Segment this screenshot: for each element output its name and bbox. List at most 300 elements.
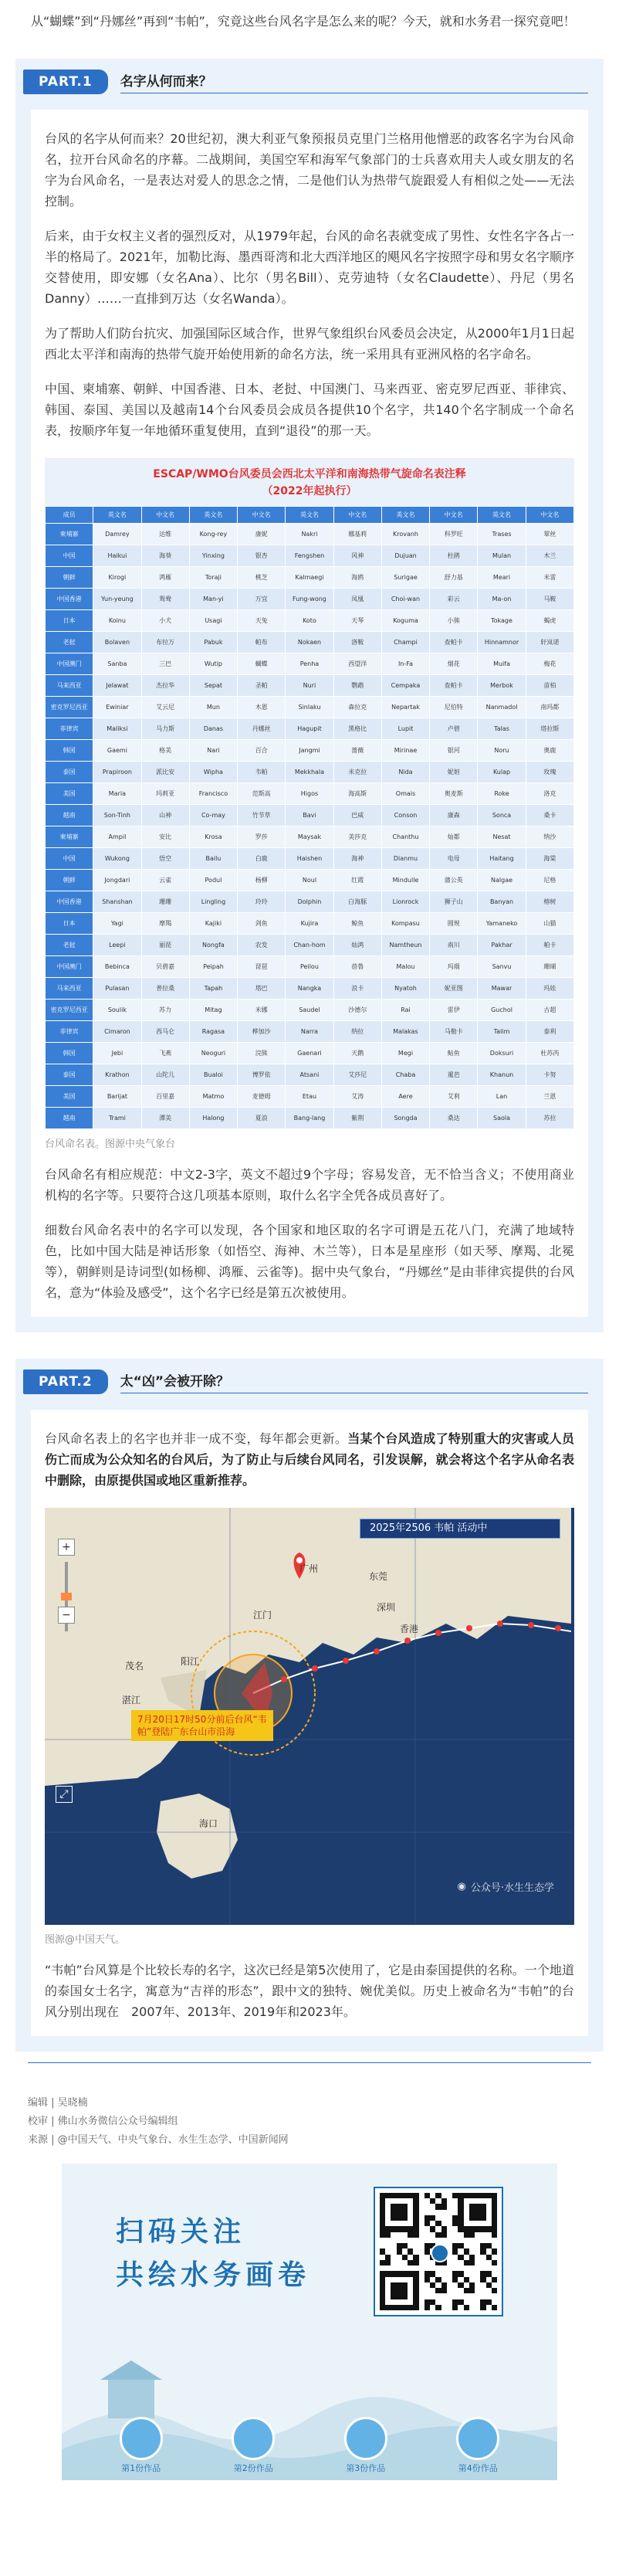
table-name-cell: Mirinae <box>381 740 429 762</box>
table-name-cell: Mulan <box>478 545 526 567</box>
typhoon-name-table <box>45 506 574 1129</box>
table-member-cell: 柬埔寨 <box>46 826 93 848</box>
table-name-cell: 舒力基 <box>430 567 478 589</box>
table-title-line-1: ESCAP/WMO台风委员会西北太平洋和南海热带气旋命名表注释 <box>153 468 466 480</box>
table-name-cell: Wutip <box>189 653 237 675</box>
table-name-cell: Roke <box>478 783 526 805</box>
table-name-cell: 木恩 <box>238 697 286 718</box>
table-name-cell: 艾利 <box>430 1086 478 1108</box>
table-member-cell: 密克罗尼西亚 <box>46 697 93 718</box>
table-name-cell: 米克拉 <box>333 762 381 783</box>
table-name-cell: Chaba <box>381 1064 429 1086</box>
map-label-dongguan: 东莞 <box>369 1571 388 1582</box>
table-row <box>46 653 574 675</box>
table-name-cell: 格美 <box>141 740 189 762</box>
table-name-cell: Peilou <box>286 956 333 978</box>
table-name-cell: Lupit <box>381 718 429 740</box>
table-name-cell: Chanthu <box>381 826 429 848</box>
table-name-cell: Choi-wan <box>381 589 429 610</box>
table-name-cell: Krosa <box>189 826 237 848</box>
table-name-cell: 摩羯 <box>141 913 189 935</box>
table-name-cell: Etau <box>286 1086 333 1108</box>
table-header-cell: 成员 <box>46 507 93 524</box>
mascot-tag: 第3份作品 <box>346 2463 386 2473</box>
table-name-cell: Yun-yeung <box>93 589 141 610</box>
table-name-cell: 苏力 <box>141 1000 189 1021</box>
part1-paragraph-1: 台风的名字从何而来？20世纪初，澳大利亚气象预报员克里门兰格用他憎恶的政客名字为台风命名，拉开台风命名的序幕。二战期间，美国空军和海军气象部门的士兵喜欢用夫人或女朋友的名字为台风命名，一是表达对爱人的思念之情，二是他们认为热带气旋跟爱人有相似之处——无法控制。 <box>45 131 574 209</box>
table-name-cell: 海棠 <box>526 848 573 870</box>
table-name-cell: 洛克 <box>526 783 573 805</box>
table-header-cell: 中文名 <box>333 507 381 524</box>
table-name-cell: Jebi <box>93 1043 141 1064</box>
table-name-cell: 狮子山 <box>430 891 478 913</box>
table-name-cell: Penha <box>286 653 333 675</box>
table-name-cell: Megi <box>381 1043 429 1064</box>
table-name-cell: 卡努 <box>526 1064 573 1086</box>
table-name-cell: 翠丝 <box>526 524 573 545</box>
table-name-cell: Lingling <box>189 891 237 913</box>
table-name-cell: Maysak <box>286 826 333 848</box>
table-name-cell: Malakas <box>381 1021 429 1043</box>
table-name-cell: Malou <box>381 956 429 978</box>
table-name-cell: Noul <box>286 870 333 891</box>
table-name-cell: Neoguri <box>189 1043 237 1064</box>
table-row <box>46 524 574 545</box>
table-member-cell: 中国澳门 <box>46 956 93 978</box>
part1-paragraph-4: 中国、柬埔寨、朝鲜、中国香港、日本、老挝、中国澳门、马来西亚、密克罗尼西亚、菲律宾、韩国、泰国、美国以及越南14个台风委员会成员各提供10个名字，共140个名字制成一个命名表，按顺序年复一年地循环重复使用，直到“退役”的那一天。 <box>45 382 574 438</box>
zoom-slider-handle[interactable] <box>61 1593 72 1600</box>
watermark-text: 公众号·水生生态学 <box>470 1882 554 1894</box>
map-label-haikou: 海口 <box>199 1818 218 1829</box>
qr-slogan <box>116 2210 310 2296</box>
table-name-cell: Muifa <box>478 653 526 675</box>
table-name-cell: 榕树 <box>526 891 573 913</box>
table-name-cell: 康森 <box>430 805 478 826</box>
table-name-cell: Damrey <box>93 524 141 545</box>
table-name-cell: 玲玲 <box>238 891 286 913</box>
table-name-cell: 飞燕 <box>141 1043 189 1064</box>
table-member-cell: 中国香港 <box>46 589 93 610</box>
part2-section <box>15 1359 604 2052</box>
table-name-cell: Nyatoh <box>381 978 429 1000</box>
table-name-cell: Songda <box>381 1108 429 1129</box>
map-label-maoming: 茂名 <box>125 1661 144 1672</box>
table-name-cell: Chan-hom <box>286 935 333 956</box>
table-name-cell: Trami <box>93 1108 141 1129</box>
table-member-cell: 韩国 <box>46 1043 93 1064</box>
landfall-callout: 7月20日17时50分前后台风“韦帕”登陆广东台山市沿海 <box>131 1710 273 1741</box>
table-name-cell: 洛鞍 <box>333 632 381 653</box>
part2-paragraph-1 <box>45 1428 574 1491</box>
table-row <box>46 870 574 891</box>
table-name-cell: 马力斯 <box>141 718 189 740</box>
table-row <box>46 783 574 805</box>
table-name-cell: Conson <box>381 805 429 826</box>
table-name-cell: Dianmu <box>381 848 429 870</box>
table-name-cell: Ewiniar <box>93 697 141 718</box>
part2-paragraph-1-bold: 当某个台风造成了特别重大的灾害或人员伤亡而成为公众知名的台风后，为了防止与后续台风同名，引发误解，就会将这个名字从命名表中删除，由原提供国或地区重新推荐。 <box>45 1431 574 1488</box>
table-name-cell: Sonca <box>478 805 526 826</box>
table-name-cell: 天兔 <box>238 610 286 632</box>
table-name-cell: 尼伯特 <box>430 697 478 718</box>
table-name-cell: Atsani <box>286 1064 333 1086</box>
table-name-cell: Kong-rey <box>189 524 237 545</box>
table-name-cell: 玫瑰 <box>526 762 573 783</box>
map-label-jiangmen: 江门 <box>253 1610 272 1621</box>
table-name-cell: Nesat <box>478 826 526 848</box>
table-name-cell: Krovanh <box>381 524 429 545</box>
table-name-cell: 桑达 <box>430 1108 478 1129</box>
table-name-cell: 丽琵 <box>141 935 189 956</box>
table-name-cell: Sanba <box>93 653 141 675</box>
table-name-cell: 奥鹿 <box>526 740 573 762</box>
qr-slogan-line-1: 扫码关注 <box>116 2215 246 2248</box>
table-name-cell: 黑格比 <box>333 718 381 740</box>
table-name-cell: Usagi <box>189 610 237 632</box>
table-name-cell: 蝴蝶 <box>238 653 286 675</box>
table-name-cell: 万宜 <box>238 589 286 610</box>
table-name-cell: Pulasan <box>93 978 141 1000</box>
table-name-cell: 达维 <box>141 524 189 545</box>
table-name-cell: Kalmaegi <box>286 567 333 589</box>
table-name-cell: Soulik <box>93 1000 141 1021</box>
table-name-cell: 塔巴 <box>238 978 286 1000</box>
table-name-cell: 银杏 <box>238 545 286 567</box>
table-name-cell: Shanshan <box>93 891 141 913</box>
table-name-cell: 风神 <box>333 545 381 567</box>
table-name-cell: 轩岚诺 <box>526 632 573 653</box>
table-name-cell: 珊瑚 <box>526 956 573 978</box>
table-name-cell: 塔拉斯 <box>526 718 573 740</box>
table-row <box>46 675 574 697</box>
mascot-row <box>62 2411 557 2480</box>
table-name-cell: Prapiroon <box>93 762 141 783</box>
table-name-cell: 剑鱼 <box>238 913 286 935</box>
table-row <box>46 1043 574 1064</box>
table-name-cell: 农发 <box>238 935 286 956</box>
part2-title: 太“凶”会被开除？ <box>120 1374 230 1390</box>
table-member-cell: 老挝 <box>46 935 93 956</box>
mascot-tag: 第4份作品 <box>458 2463 498 2473</box>
table-name-cell: Wukong <box>93 848 141 870</box>
table-name-cell: 杰拉华 <box>141 675 189 697</box>
table-name-cell: 罗莎 <box>238 826 286 848</box>
table-member-cell: 中国 <box>46 848 93 870</box>
table-name-cell: Kirogi <box>93 567 141 589</box>
table-row <box>46 1108 574 1129</box>
table-row <box>46 718 574 740</box>
table-name-cell: 帕卡 <box>526 935 573 956</box>
table-member-cell: 韩国 <box>46 740 93 762</box>
table-name-cell: Meari <box>478 567 526 589</box>
mascot-icon <box>344 2417 387 2460</box>
table-name-cell: 浪卡 <box>333 978 381 1000</box>
mascot-tag: 第1份作品 <box>121 2463 161 2473</box>
table-name-cell: 红霞 <box>333 870 381 891</box>
table-name-cell: Co-may <box>189 805 237 826</box>
table-row <box>46 545 574 567</box>
table-name-cell: 梅花 <box>526 653 573 675</box>
table-name-cell: 纳沙 <box>526 826 573 848</box>
table-name-cell: 彩云 <box>430 589 478 610</box>
table-name-cell: 兰恩 <box>526 1086 573 1108</box>
table-name-cell: Maria <box>93 783 141 805</box>
table-name-cell: Saola <box>478 1108 526 1129</box>
table-member-cell: 日本 <box>46 913 93 935</box>
table-name-cell: 布拉万 <box>141 632 189 653</box>
table-caption: 台风命名表。图源中央气象台 <box>45 1139 176 1150</box>
table-name-cell: Francisco <box>189 783 237 805</box>
table-name-cell: 米雷 <box>526 567 573 589</box>
table-name-cell: Kajiki <box>189 913 237 935</box>
qr-code[interactable] <box>374 2187 503 2316</box>
credit-source: 来源 | @中国天气、中央气象台、水生生态学、中国新闻网 <box>28 2134 289 2146</box>
table-row <box>46 1086 574 1108</box>
table-name-cell: 云雀 <box>141 870 189 891</box>
table-name-cell: Surigae <box>381 567 429 589</box>
table-name-cell: Bailu <box>189 848 237 870</box>
table-name-cell: 三巴 <box>141 653 189 675</box>
table-name-cell: Aere <box>381 1086 429 1108</box>
table-member-cell: 马来西亚 <box>46 675 93 697</box>
table-name-cell: Narra <box>286 1021 333 1043</box>
table-name-cell: Doksuri <box>478 1043 526 1064</box>
table-row <box>46 826 574 848</box>
mascot-tag: 第2份作品 <box>233 2463 273 2473</box>
table-name-cell: Higos <box>286 783 333 805</box>
table-name-cell: 雷伊 <box>430 1000 478 1021</box>
table-name-cell: 奥麦斯 <box>430 783 478 805</box>
table-row <box>46 610 574 632</box>
table-member-cell: 朝鲜 <box>46 870 93 891</box>
table-name-cell: Koguma <box>381 610 429 632</box>
table-name-cell: Mindulle <box>381 870 429 891</box>
table-name-cell: Jangmi <box>286 740 333 762</box>
table-name-cell: Noru <box>478 740 526 762</box>
table-name-cell: Fengshen <box>286 545 333 567</box>
table-name-cell: 百里嘉 <box>141 1086 189 1108</box>
table-name-cell: 海神 <box>333 848 381 870</box>
table-header-row <box>46 507 574 524</box>
zoom-in-button[interactable]: + <box>58 1539 75 1556</box>
table-name-cell: In-Fa <box>381 653 429 675</box>
table-title-line-2: （2022年起执行） <box>262 485 357 497</box>
table-row <box>46 913 574 935</box>
table-name-cell: 灿鸿 <box>333 935 381 956</box>
table-name-cell: 桃芝 <box>238 567 286 589</box>
table-header-cell: 中文名 <box>238 507 286 524</box>
table-name-cell: 派比安 <box>141 762 189 783</box>
table-name-cell: Kulap <box>478 762 526 783</box>
table-name-cell: 暹芭 <box>430 1064 478 1086</box>
table-name-cell: 海葵 <box>141 545 189 567</box>
table-name-cell: 杨柳 <box>238 870 286 891</box>
table-name-cell: Nepartak <box>381 697 429 718</box>
table-name-cell: Ragasa <box>189 1021 237 1043</box>
table-name-cell: Ma-on <box>478 589 526 610</box>
map-watermark <box>458 1879 554 1894</box>
table-name-cell: Jelawat <box>93 675 141 697</box>
table-name-cell: Nalgae <box>478 870 526 891</box>
table-name-cell: Leepi <box>93 935 141 956</box>
table-name-cell: 纳拉 <box>333 1021 381 1043</box>
part2-header <box>15 1359 604 1402</box>
table-name-cell: Jongdari <box>93 870 141 891</box>
table-name-cell: Nari <box>189 740 237 762</box>
table-name-cell: 山陀儿 <box>141 1064 189 1086</box>
zoom-out-button[interactable]: − <box>58 1607 75 1624</box>
table-name-cell: 圆规 <box>430 913 478 935</box>
table-name-cell: Lan <box>478 1086 526 1108</box>
table-row <box>46 762 574 783</box>
mascot-3 <box>344 2417 387 2474</box>
table-name-cell: 琵琶 <box>238 956 286 978</box>
table-row <box>46 1064 574 1086</box>
table-name-cell: Nida <box>381 762 429 783</box>
table-name-cell: 蝎虎 <box>526 610 573 632</box>
table-name-cell: 丹娜丝 <box>238 718 286 740</box>
table-name-cell: 科罗旺 <box>430 524 478 545</box>
table-name-cell: Rai <box>381 1000 429 1021</box>
mascot-icon <box>456 2417 499 2460</box>
table-name-cell: Cimaron <box>93 1021 141 1043</box>
map-label-hongkong: 香港 <box>400 1624 419 1634</box>
table-name-cell: Pabuk <box>189 632 237 653</box>
table-name-cell: Lionrock <box>381 891 429 913</box>
typhoon-track-map[interactable] <box>45 1508 574 1925</box>
table-name-cell: 天琴 <box>333 610 381 632</box>
table-row <box>46 805 574 826</box>
typhoon-status-text: 2025年2506 韦帕 活动中 <box>370 1522 488 1534</box>
typhoon-status-banner <box>360 1519 560 1539</box>
table-name-cell: 西望洋 <box>333 653 381 675</box>
table-name-cell: 妮妲 <box>430 762 478 783</box>
table-header-cell: 英文名 <box>478 507 526 524</box>
table-name-cell: 蔷薇 <box>333 740 381 762</box>
intro-paragraph: 从“蝴蝶”到“丹娜丝”再到“韦帕”，究竟这些台风名字是怎么来的呢？今天，就和水务君一探究竟吧！ <box>31 14 576 29</box>
table-name-cell: Bebinca <box>93 956 141 978</box>
table-name-cell: 白海豚 <box>333 891 381 913</box>
part2-card <box>31 1410 588 2036</box>
table-name-cell: 博罗依 <box>238 1064 286 1086</box>
part1-paragraph-6: 细数台风命名表中的名字可以发现，各个国家和地区取的名字可谓是五花八门，充满了地域特色，比如中国大陆是神话形象（如悟空、海神、木兰等），日本是星座形（如天琴、摩羯、北冕等），朝鲜则是诗词型(如杨柳、鸿雁、云雀等)。据中央气象台，“丹娜丝”是由菲律宾提供的台风名，意为“体验及感受”，这个名字已经是第五次被使用。 <box>45 1223 574 1300</box>
table-name-cell: Nangka <box>286 978 333 1000</box>
table-name-cell: Peipah <box>189 956 237 978</box>
table-name-cell: 蓓鲁 <box>333 956 381 978</box>
table-name-cell: Tapah <box>189 978 237 1000</box>
part1-section <box>15 59 604 1332</box>
table-header-cell: 英文名 <box>381 507 429 524</box>
table-member-cell: 菲律宾 <box>46 718 93 740</box>
table-name-cell: Omais <box>381 783 429 805</box>
table-name-cell: 木兰 <box>526 545 573 567</box>
table-name-cell: Son-Tinh <box>93 805 141 826</box>
table-name-cell: 泰利 <box>526 1021 573 1043</box>
table-row <box>46 956 574 978</box>
table-name-cell: 美莎克 <box>333 826 381 848</box>
table-name-cell: Gaemi <box>93 740 141 762</box>
table-name-cell: Podul <box>189 870 237 891</box>
table-row <box>46 935 574 956</box>
table-row <box>46 891 574 913</box>
fullscreen-icon[interactable]: ⤢ <box>56 1786 73 1803</box>
part2-paragraph-2: “韦帕”台风算是个比较长寿的名字，这次已经是第5次使用了，它是由泰国提供的名称。一个地道的泰国女士名字，寓意为“吉祥的形态”，跟中文的独特、婉优美似。历史上被命名为“韦帕”的台风分别出现在 2007年、2013年、2019年和2023年。 <box>45 1963 574 2019</box>
credit-editor: 编辑 | 吴晓楠 <box>28 2097 88 2109</box>
table-name-cell: 银河 <box>430 740 478 762</box>
table-name-cell: Nongfa <box>189 935 237 956</box>
table-name-cell: 帕布 <box>238 632 286 653</box>
table-name-cell: 查帕卡 <box>430 675 478 697</box>
table-name-cell: Dujuan <box>381 545 429 567</box>
mascot-icon <box>120 2417 163 2460</box>
table-name-cell: 巴威 <box>333 805 381 826</box>
table-member-cell: 美国 <box>46 1086 93 1108</box>
part1-paragraph-5: 台风命名有相应规范：中文2-3字，英文不超过9个字母；容易发音，无不恰当含义；不使用商业机构的名字等。只要符合这几项基本原则，取什么名字全凭各成员喜好了。 <box>45 1167 574 1203</box>
table-name-cell: Pakhar <box>478 935 526 956</box>
table-name-cell: 玛瑙 <box>430 956 478 978</box>
watermark-logo-icon: ◉ <box>457 1881 466 1892</box>
part1-badge: PART.1 <box>23 70 108 94</box>
mascot-4 <box>456 2417 499 2474</box>
table-name-cell: 苏拉 <box>526 1108 573 1129</box>
table-name-cell: 韦帕 <box>238 762 286 783</box>
part1-title: 名字从何而来？ <box>120 74 212 90</box>
table-name-cell: 艾云尼 <box>141 697 189 718</box>
table-name-cell: 悟空 <box>141 848 189 870</box>
table-name-cell: Toraji <box>189 567 237 589</box>
table-row <box>46 1000 574 1021</box>
part1-card <box>31 110 588 1317</box>
table-member-cell: 马来西亚 <box>46 978 93 1000</box>
table-name-cell: 鸳鸯 <box>141 589 189 610</box>
table-row <box>46 697 574 718</box>
table-name-cell: 紫荆 <box>333 1108 381 1129</box>
table-name-cell: 玛娃 <box>526 978 573 1000</box>
table-name-cell: Champi <box>381 632 429 653</box>
table-name-cell: Kompasu <box>381 913 429 935</box>
table-name-cell: Nakri <box>286 524 333 545</box>
table-name-cell: Khanun <box>478 1064 526 1086</box>
table-name-cell: 竹节草 <box>238 805 286 826</box>
table-member-cell: 美国 <box>46 783 93 805</box>
table-row <box>46 589 574 610</box>
table-row <box>46 632 574 653</box>
table-name-cell: 古超 <box>526 1000 573 1021</box>
table-header-cell: 英文名 <box>93 507 141 524</box>
table-name-cell: Talas <box>478 718 526 740</box>
table-header-cell: 英文名 <box>286 507 333 524</box>
part1-paragraph-2: 后来，由于女权主义者的强烈反对，从1979年起，台风的命名表就变成了男性、女性名字各占一半的格局了。2021年，加勒比海、墨西哥湾和北大西洋地区的飓风名字按照字母和男女名字顺序交替使用，即安娜（女名Ana）、比尔（男名Bill）、克劳迪特（女名Claudette）、丹尼（男名Danny）……一直排到万达（女名Wanda）。 <box>45 229 574 306</box>
table-name-cell: 电母 <box>430 848 478 870</box>
table-name-cell: Nanmadol <box>478 697 526 718</box>
table-name-cell: 蒲公英 <box>430 870 478 891</box>
table-name-cell: 苗柏 <box>526 675 573 697</box>
table-name-cell: Yinxing <box>189 545 237 567</box>
table-row <box>46 978 574 1000</box>
table-name-cell: 范斯高 <box>238 783 286 805</box>
table-name-cell: Namtheun <box>381 935 429 956</box>
mascot-2 <box>232 2417 275 2474</box>
table-name-cell: Danas <box>189 718 237 740</box>
part2-paragraph-1-plain: 台风命名表上的名字也并非一成不变，每年都会更新。 <box>45 1431 348 1446</box>
table-name-cell: 麦德姆 <box>238 1086 286 1108</box>
table-name-cell: 马鞍 <box>526 589 573 610</box>
table-name-cell: Ampil <box>93 826 141 848</box>
table-name-cell: Yagi <box>93 913 141 935</box>
part1-paragraph-3: 为了帮助人们防台抗灾、加强国际区域合作，世界气象组织台风委员会决定，从2000年1月1日起西北太平洋和南海的热带气旋开始使用新的命名方法，统一采用具有亚洲风格的名字命名。 <box>45 326 574 361</box>
table-name-cell: 米娜 <box>238 1000 286 1021</box>
table-member-cell: 日本 <box>46 610 93 632</box>
